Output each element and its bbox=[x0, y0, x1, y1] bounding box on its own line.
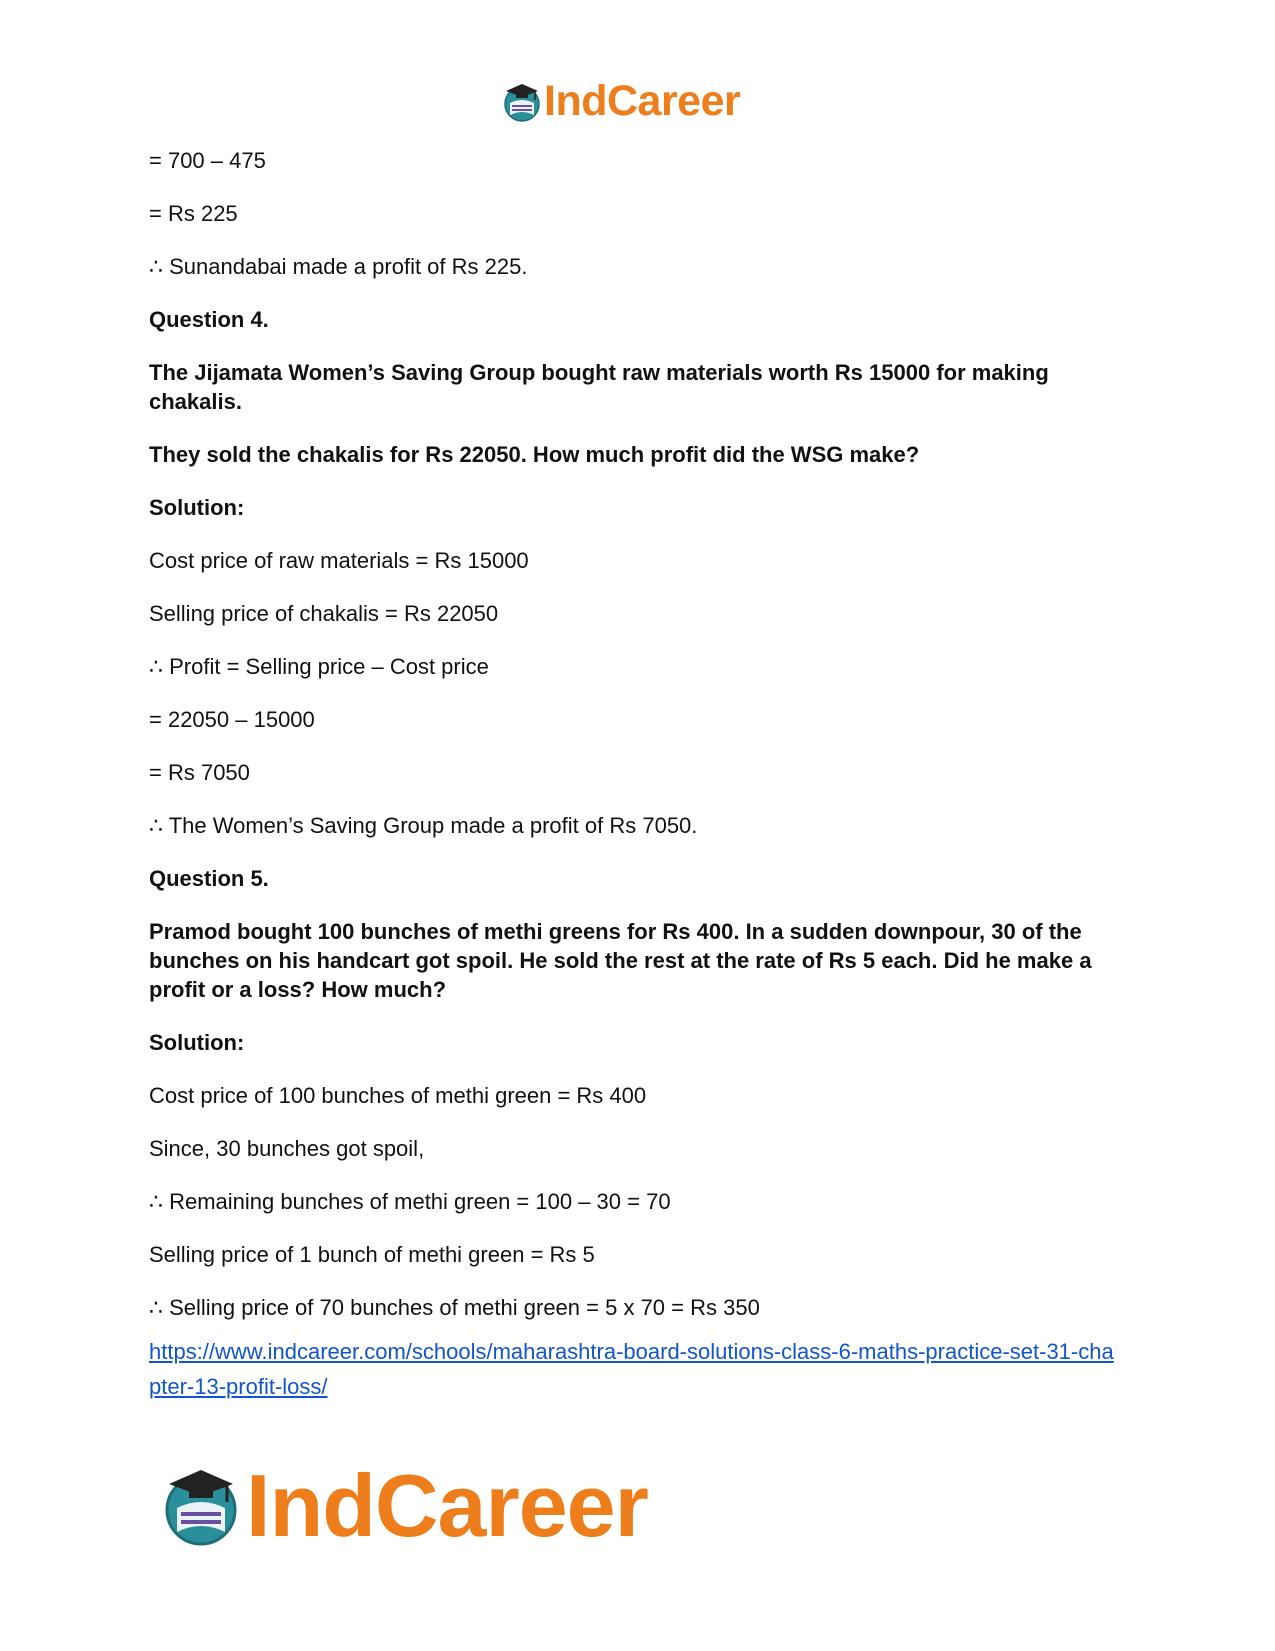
header-logo bbox=[502, 77, 741, 125]
bold-text-line: Solution: bbox=[149, 1030, 245, 1055]
text-line: Cost price of 100 bunches of methi green = Rs 400 bbox=[149, 1083, 647, 1108]
logo-text: IndCareer bbox=[544, 77, 741, 125]
text-line: ∴ Selling price of 70 bunches of methi green = 5 x 70 = Rs 350 bbox=[149, 1295, 760, 1320]
bold-text-line: Pramod bought 100 bunches of methi greens for Rs 400. In a sudden downpour, 30 of the bunches on his handcart got spoil. He sold the rest at the rate of Rs 5 each. Did he make a profit or a loss? How much? bbox=[149, 919, 1092, 1002]
text-line: ∴ Profit = Selling price – Cost price bbox=[149, 654, 489, 679]
text-line: ∴ Remaining bunches of methi green = 100 – 30 = 70 bbox=[149, 1189, 671, 1214]
text-line: ∴ The Women’s Saving Group made a profit of Rs 7050. bbox=[149, 813, 698, 838]
text-line: = Rs 225 bbox=[149, 201, 238, 226]
document-body bbox=[149, 146, 1129, 1404]
text-line: Selling price of chakalis = Rs 22050 bbox=[149, 601, 499, 626]
text-line: = Rs 7050 bbox=[149, 760, 250, 785]
text-line: = 700 – 475 bbox=[149, 148, 266, 173]
indcareer-logo-icon bbox=[160, 1464, 242, 1548]
bold-text-line: The Jijamata Women’s Saving Group bought raw materials worth Rs 15000 for making chakalis. bbox=[149, 360, 1049, 414]
bold-text-line: Question 4. bbox=[149, 307, 269, 332]
indcareer-logo-icon bbox=[502, 81, 542, 123]
text-line: Selling price of 1 bunch of methi green = Rs 5 bbox=[149, 1242, 595, 1267]
text-line: = 22050 – 15000 bbox=[149, 707, 315, 732]
bold-text-line: They sold the chakalis for Rs 22050. How much profit did the WSG make? bbox=[149, 442, 920, 467]
source-link[interactable]: https://www.indcareer.com/schools/maharashtra-board-solutions-class-6-maths-practice-set-31-chapter-13-profit-loss/ bbox=[149, 1339, 1114, 1399]
footer-logo bbox=[160, 1456, 648, 1555]
logo-text: IndCareer bbox=[246, 1456, 648, 1555]
text-line: Cost price of raw materials = Rs 15000 bbox=[149, 548, 529, 573]
bold-text-line: Question 5. bbox=[149, 866, 269, 891]
text-line: Since, 30 bunches got spoil, bbox=[149, 1136, 425, 1161]
text-line: ∴ Sunandabai made a profit of Rs 225. bbox=[149, 254, 528, 279]
bold-text-line: Solution: bbox=[149, 495, 245, 520]
